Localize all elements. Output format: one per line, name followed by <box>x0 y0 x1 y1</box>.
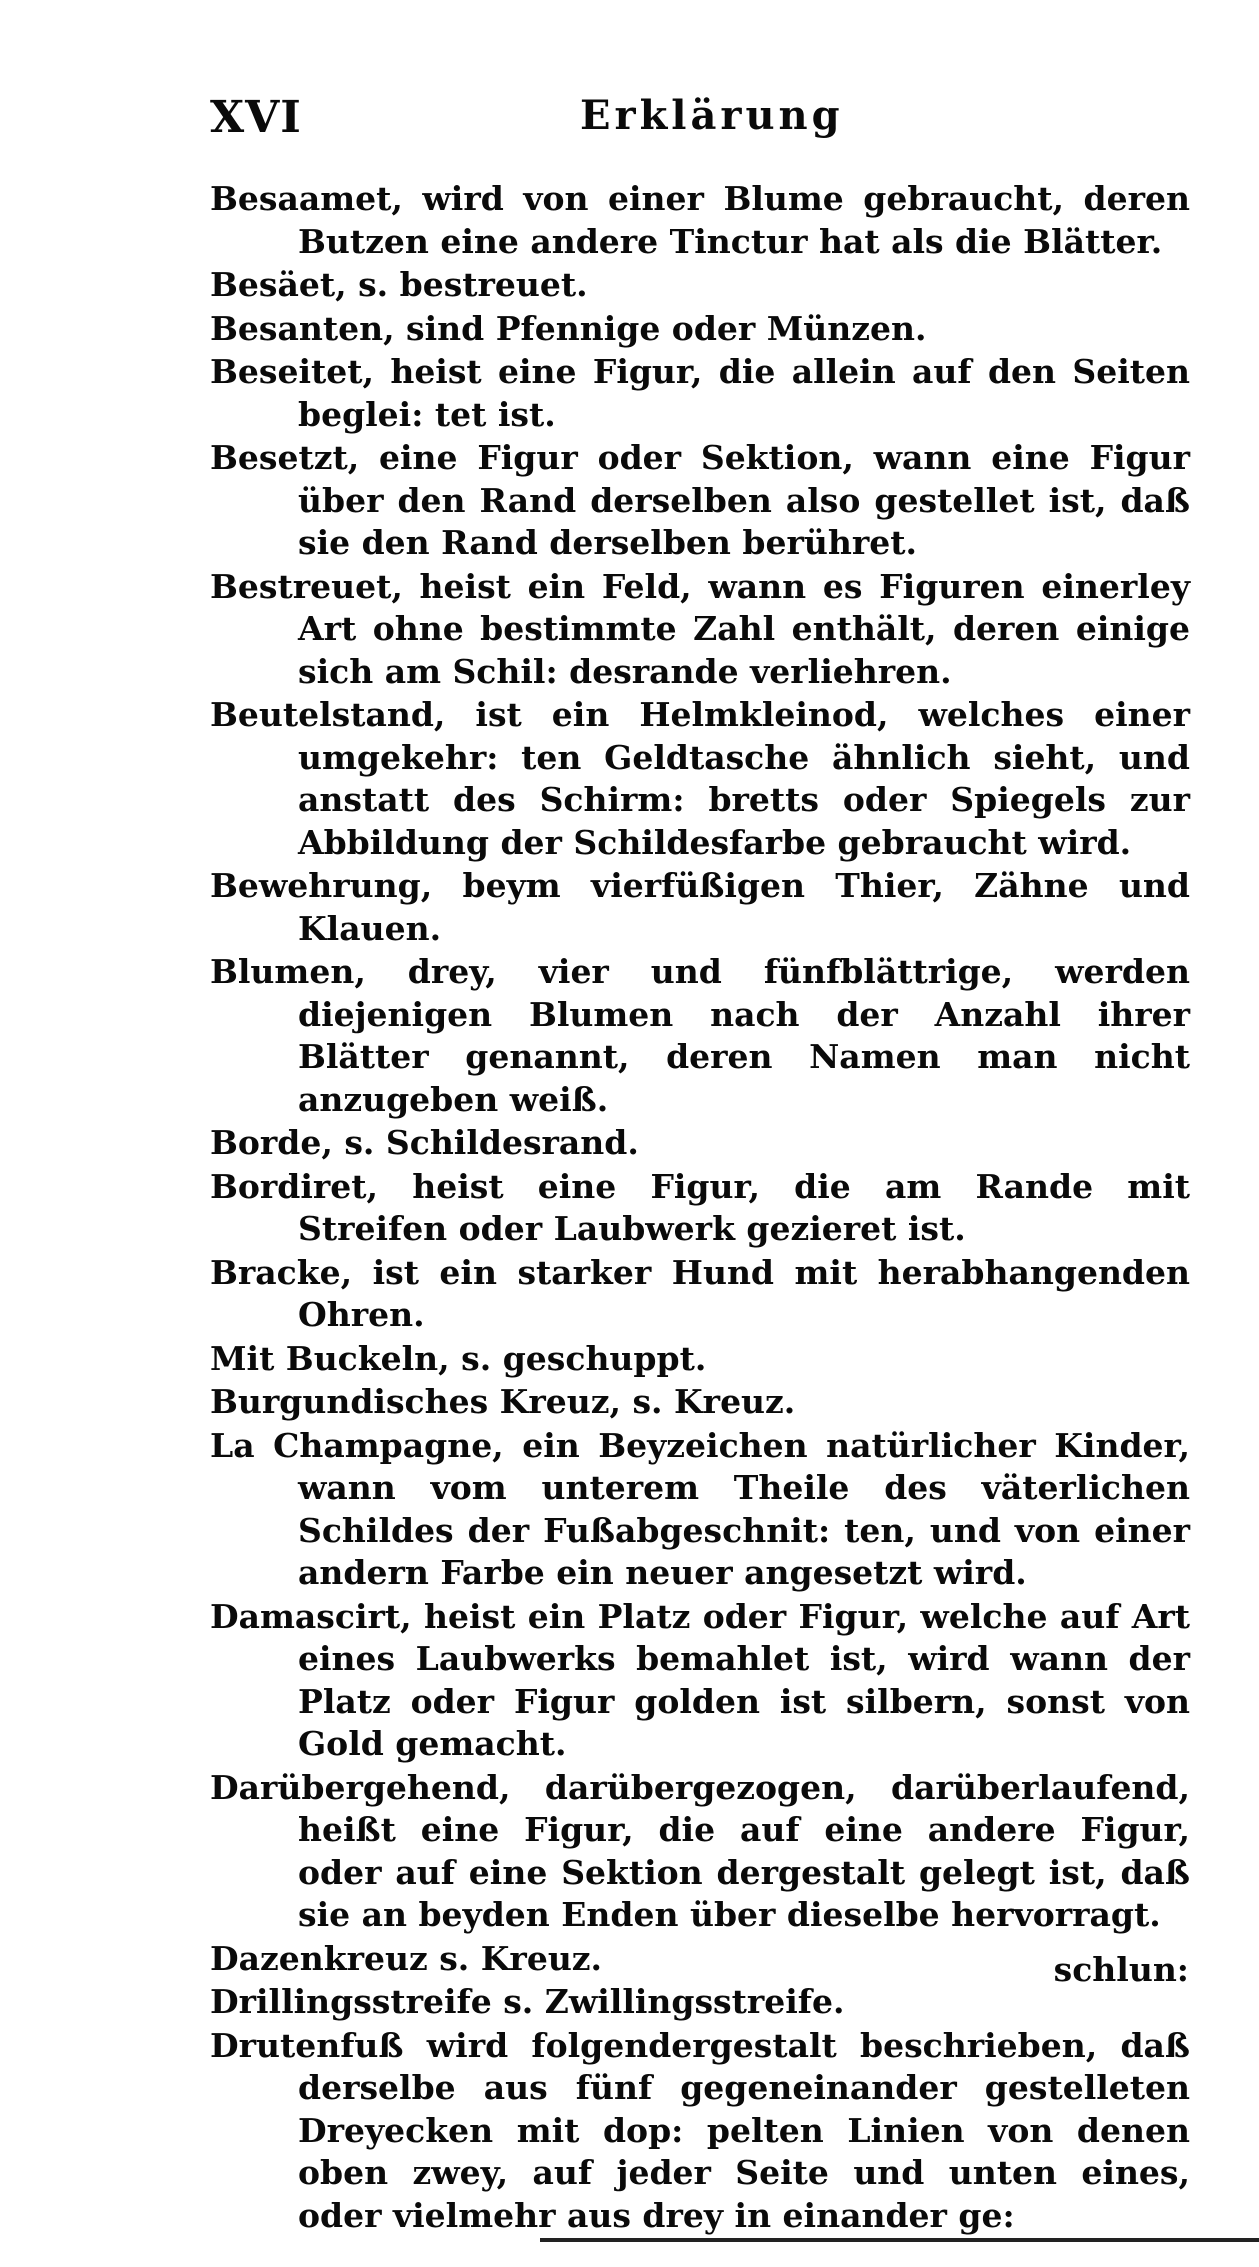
glossary-entry: Besanten, sind Pfennige oder Münzen. <box>210 308 927 348</box>
glossary-entry: Burgundisches Kreuz, s. Kreuz. <box>210 1382 796 1421</box>
glossary-entry: Darübergehend, darübergezogen, darüberlaufend, heißt eine Figur, die auf eine andere Figur, oder auf eine Sektion dergestalt gelegt ist, daß sie an beyden Enden über dieselbe hervorragt. <box>210 1767 1190 1934</box>
glossary-entry: Drutenfuß wird folgendergestalt beschrieben, daß derselbe aus fünf gegeneinander gestelleten Dreyecken mit dop: pelten Linien von denen oben zwey, auf jeder Seite und unten eines, oder vielmehr aus drey in einander ge: <box>210 2025 1190 2235</box>
glossary-entry: Dazenkreuz s. Kreuz. <box>210 1938 603 1978</box>
glossary-entry: Beutelstand, ist ein Helmkleinod, welches einer umgekehr: ten Geldtasche ähnlich sieht, und anstatt des Schirm: bretts oder Spiegels zur Abbildung der Schildesfarbe gebraucht wird. <box>210 695 1190 862</box>
glossary-entry: Borde, s. Schildesrand. <box>210 1123 639 1162</box>
page-number: XVI <box>210 92 302 143</box>
glossary-entry: La Champagne, ein Beyzeichen natürlicher Kinder, wann vom unterem Theile des väterlichen Schildes der Fußabgeschnit: ten, und von einer andern Farbe ein neuer angesetzt wird. <box>210 1425 1190 1592</box>
running-title: Erklärung <box>580 92 844 139</box>
glossary-entry: Drillingsstreife s. Zwillingsstreife. <box>210 1982 845 2021</box>
catchword: schlun: <box>1053 1950 1189 1989</box>
glossary-entry: Mit Buckeln, s. geschuppt. <box>210 1338 707 1378</box>
page-header <box>210 92 844 152</box>
glossary-entry: Bestreuet, heist ein Feld, wann es Figuren einerley Art ohne bestimmte Zahl enthält, deren einige sich am Schil: desrande verliehren. <box>210 566 1190 691</box>
glossary-entry: Besäet, s. bestreuet. <box>210 265 588 304</box>
glossary-entry: Damascirt, heist ein Platz oder Figur, welche auf Art eines Laubwerks bemahlet ist, wird wann der Platz oder Figur golden ist silbern, sonst von Gold gemacht. <box>210 1596 1190 1763</box>
glossary-entry: Blumen, drey, vier und fünfblättrige, werden diejenigen Blumen nach der Anzahl ihrer Blätter genannt, deren Namen man nicht anzugeben weiß. <box>210 952 1190 1119</box>
glossary-entry: Beseitet, heist eine Figur, die allein auf den Seiten beglei: tet ist. <box>210 352 1190 434</box>
glossary-entries <box>210 178 1190 2238</box>
glossary-entry: Besaamet, wird von einer Blume gebraucht, deren Butzen eine andere Tinctur hat als die Blätter. <box>210 179 1190 261</box>
glossary-entry: Bracke, ist ein starker Hund mit herabhangenden Ohren. <box>210 1252 1190 1334</box>
bottom-edge-rule <box>540 2238 1259 2242</box>
glossary-entry: Besetzt, eine Figur oder Sektion, wann eine Figur über den Rand derselben also gestellet ist, daß sie den Rand derselben berühret. <box>210 438 1190 562</box>
glossary-entry: Bewehrung, beym vierfüßigen Thier, Zähne und Klauen. <box>210 866 1190 948</box>
glossary-entry: Bordiret, heist eine Figur, die am Rande mit Streifen oder Laubwerk gezieret ist. <box>210 1166 1190 1248</box>
